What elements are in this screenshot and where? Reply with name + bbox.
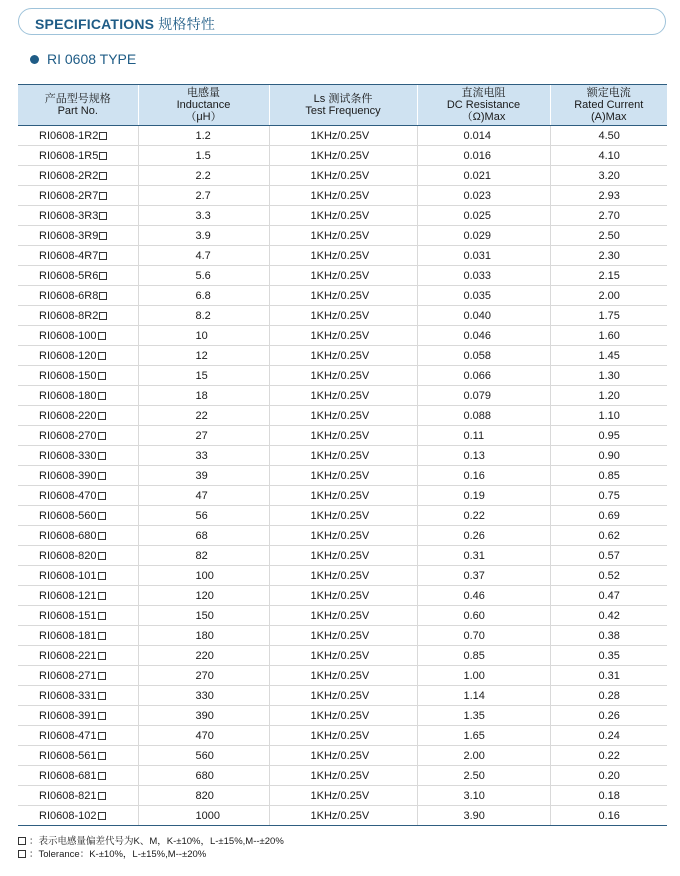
cell-inductance: 4.7: [138, 246, 269, 266]
table-row: [18, 766, 667, 786]
tolerance-box-icon: [98, 812, 106, 820]
cell-part-no: RI0608-120: [18, 346, 138, 366]
cell-rated-current: 0.35: [550, 646, 667, 666]
cell-rated-current: 1.75: [550, 306, 667, 326]
table-row: [18, 146, 667, 166]
table-row: [18, 286, 667, 306]
tolerance-box-icon: [98, 752, 106, 760]
cell-dc-resistance: 0.023: [417, 186, 550, 206]
cell-dc-resistance: 0.031: [417, 246, 550, 266]
cell-inductance: 39: [138, 466, 269, 486]
table-row: [18, 566, 667, 586]
tolerance-box-icon: [98, 332, 106, 340]
cell-inductance: 5.6: [138, 266, 269, 286]
cell-part-no: RI0608-2R2: [18, 166, 138, 186]
cell-test-frequency: 1KHz/0.25V: [269, 446, 417, 466]
table-row: [18, 686, 667, 706]
cell-part-no: RI0608-6R8: [18, 286, 138, 306]
cell-rated-current: 0.31: [550, 666, 667, 686]
cell-rated-current: 0.42: [550, 606, 667, 626]
cell-part-no: RI0608-121: [18, 586, 138, 606]
cell-inductance: 47: [138, 486, 269, 506]
cell-part-no: RI0608-150: [18, 366, 138, 386]
cell-inductance: 1000: [138, 806, 269, 826]
cell-inductance: 33: [138, 446, 269, 466]
tolerance-box-icon: [98, 792, 106, 800]
cell-dc-resistance: 0.13: [417, 446, 550, 466]
cell-test-frequency: 1KHz/0.25V: [269, 166, 417, 186]
tolerance-box-icon: [98, 512, 106, 520]
specifications-header-bar: [18, 8, 666, 35]
cell-inductance: 390: [138, 706, 269, 726]
tolerance-box-icon: [98, 432, 106, 440]
cell-test-frequency: 1KHz/0.25V: [269, 746, 417, 766]
tolerance-box-icon: [98, 552, 106, 560]
tolerance-box-icon: [98, 592, 106, 600]
cell-rated-current: 0.62: [550, 526, 667, 546]
table-row: [18, 806, 667, 826]
cell-inductance: 3.9: [138, 226, 269, 246]
cell-dc-resistance: 0.088: [417, 406, 550, 426]
cell-inductance: 27: [138, 426, 269, 446]
cell-inductance: 68: [138, 526, 269, 546]
table-row: [18, 126, 667, 146]
table-row: [18, 706, 667, 726]
column-header-rated-current: 额定电流 Rated Current (A)Max: [550, 85, 667, 126]
cell-rated-current: 1.60: [550, 326, 667, 346]
cell-test-frequency: 1KHz/0.25V: [269, 386, 417, 406]
page-title: [35, 14, 215, 34]
tolerance-box-icon: [98, 452, 106, 460]
tolerance-box-icon: [98, 652, 106, 660]
tolerance-box-icon: [99, 292, 107, 300]
cell-dc-resistance: 0.035: [417, 286, 550, 306]
cell-part-no: RI0608-390: [18, 466, 138, 486]
table-row: [18, 166, 667, 186]
tolerance-box-icon: [98, 472, 106, 480]
cell-dc-resistance: 0.016: [417, 146, 550, 166]
cell-dc-resistance: 0.029: [417, 226, 550, 246]
cell-test-frequency: 1KHz/0.25V: [269, 426, 417, 446]
cell-dc-resistance: 1.14: [417, 686, 550, 706]
cell-test-frequency: 1KHz/0.25V: [269, 646, 417, 666]
cell-inductance: 150: [138, 606, 269, 626]
column-header-dc-resistance: 直流电阻 DC Resistance （Ω)Max: [417, 85, 550, 126]
cell-inductance: 100: [138, 566, 269, 586]
cell-part-no: RI0608-820: [18, 546, 138, 566]
table-row: [18, 466, 667, 486]
table-row: [18, 586, 667, 606]
table-row: [18, 386, 667, 406]
cell-rated-current: 2.70: [550, 206, 667, 226]
cell-test-frequency: 1KHz/0.25V: [269, 606, 417, 626]
cell-dc-resistance: 0.025: [417, 206, 550, 226]
tolerance-box-icon: [98, 772, 106, 780]
cell-test-frequency: 1KHz/0.25V: [269, 586, 417, 606]
tolerance-box-icon: [98, 712, 106, 720]
cell-test-frequency: 1KHz/0.25V: [269, 226, 417, 246]
table-row: [18, 406, 667, 426]
cell-test-frequency: 1KHz/0.25V: [269, 286, 417, 306]
cell-part-no: RI0608-8R2: [18, 306, 138, 326]
title-cn: 规格特性: [158, 17, 216, 33]
cell-rated-current: 1.30: [550, 366, 667, 386]
cell-rated-current: 0.24: [550, 726, 667, 746]
cell-rated-current: 2.93: [550, 186, 667, 206]
cell-test-frequency: 1KHz/0.25V: [269, 146, 417, 166]
cell-test-frequency: 1KHz/0.25V: [269, 526, 417, 546]
cell-dc-resistance: 0.37: [417, 566, 550, 586]
cell-test-frequency: 1KHz/0.25V: [269, 486, 417, 506]
cell-part-no: RI0608-471: [18, 726, 138, 746]
table-row: [18, 626, 667, 646]
cell-inductance: 18: [138, 386, 269, 406]
cell-rated-current: 0.26: [550, 706, 667, 726]
cell-test-frequency: 1KHz/0.25V: [269, 346, 417, 366]
tolerance-box-icon: [99, 232, 107, 240]
type-heading: [30, 50, 136, 68]
cell-part-no: RI0608-821: [18, 786, 138, 806]
cell-dc-resistance: 0.079: [417, 386, 550, 406]
tolerance-box-icon: [99, 192, 107, 200]
tolerance-box-icon: [98, 352, 106, 360]
column-header-test-frequency: Ls 测试条件 Test Frequency: [269, 85, 417, 126]
cell-part-no: RI0608-561: [18, 746, 138, 766]
cell-part-no: RI0608-1R5: [18, 146, 138, 166]
tolerance-box-icon: [18, 850, 26, 858]
cell-rated-current: 0.85: [550, 466, 667, 486]
cell-rated-current: 1.10: [550, 406, 667, 426]
table-row: [18, 426, 667, 446]
tolerance-box-icon: [99, 132, 107, 140]
cell-part-no: RI0608-271: [18, 666, 138, 686]
cell-dc-resistance: 0.70: [417, 626, 550, 646]
cell-rated-current: 4.10: [550, 146, 667, 166]
cell-dc-resistance: 0.26: [417, 526, 550, 546]
cell-test-frequency: 1KHz/0.25V: [269, 706, 417, 726]
cell-dc-resistance: 0.11: [417, 426, 550, 446]
tolerance-box-icon: [98, 392, 106, 400]
cell-inductance: 560: [138, 746, 269, 766]
cell-rated-current: 2.50: [550, 226, 667, 246]
column-header-part-no: 产品型号规格 Part No.: [18, 85, 138, 126]
cell-rated-current: 0.95: [550, 426, 667, 446]
cell-inductance: 2.7: [138, 186, 269, 206]
cell-rated-current: 0.18: [550, 786, 667, 806]
table-row: [18, 606, 667, 626]
cell-test-frequency: 1KHz/0.25V: [269, 266, 417, 286]
cell-part-no: RI0608-470: [18, 486, 138, 506]
tolerance-box-icon: [98, 672, 106, 680]
table-row: [18, 366, 667, 386]
cell-dc-resistance: 3.90: [417, 806, 550, 826]
cell-rated-current: 0.57: [550, 546, 667, 566]
cell-part-no: RI0608-680: [18, 526, 138, 546]
cell-inductance: 2.2: [138, 166, 269, 186]
table-header-row: [18, 85, 667, 126]
cell-part-no: RI0608-220: [18, 406, 138, 426]
cell-inductance: 56: [138, 506, 269, 526]
cell-test-frequency: 1KHz/0.25V: [269, 626, 417, 646]
cell-rated-current: 0.75: [550, 486, 667, 506]
cell-dc-resistance: 2.50: [417, 766, 550, 786]
cell-part-no: RI0608-270: [18, 426, 138, 446]
cell-test-frequency: 1KHz/0.25V: [269, 246, 417, 266]
cell-dc-resistance: 1.00: [417, 666, 550, 686]
tolerance-box-icon: [99, 252, 107, 260]
table-row: [18, 546, 667, 566]
cell-test-frequency: 1KHz/0.25V: [269, 306, 417, 326]
table-row: [18, 206, 667, 226]
cell-inductance: 820: [138, 786, 269, 806]
table-row: [18, 786, 667, 806]
cell-dc-resistance: 0.021: [417, 166, 550, 186]
cell-test-frequency: 1KHz/0.25V: [269, 186, 417, 206]
table-row: [18, 306, 667, 326]
cell-part-no: RI0608-100: [18, 326, 138, 346]
tolerance-box-icon: [98, 492, 106, 500]
table-row: [18, 746, 667, 766]
cell-inductance: 22: [138, 406, 269, 426]
specifications-table: [18, 84, 667, 826]
cell-dc-resistance: 0.46: [417, 586, 550, 606]
cell-test-frequency: 1KHz/0.25V: [269, 666, 417, 686]
cell-part-no: RI0608-3R3: [18, 206, 138, 226]
table-row: [18, 446, 667, 466]
note-cn: ：表示电感量偏差代号为K、M，K-±10%，L-±15%,M--±20%: [18, 835, 284, 848]
cell-test-frequency: 1KHz/0.25V: [269, 766, 417, 786]
tolerance-box-icon: [99, 212, 107, 220]
cell-dc-resistance: 1.35: [417, 706, 550, 726]
cell-part-no: RI0608-330: [18, 446, 138, 466]
cell-rated-current: 0.20: [550, 766, 667, 786]
table-row: [18, 346, 667, 366]
table-row: [18, 726, 667, 746]
cell-dc-resistance: 0.058: [417, 346, 550, 366]
cell-dc-resistance: 3.10: [417, 786, 550, 806]
tolerance-box-icon: [99, 272, 107, 280]
cell-dc-resistance: 0.16: [417, 466, 550, 486]
cell-dc-resistance: 0.60: [417, 606, 550, 626]
cell-test-frequency: 1KHz/0.25V: [269, 366, 417, 386]
tolerance-notes: [18, 835, 284, 861]
column-header-inductance: 电感量 Inductance （μH）: [138, 85, 269, 126]
cell-dc-resistance: 0.033: [417, 266, 550, 286]
cell-rated-current: 1.20: [550, 386, 667, 406]
tolerance-box-icon: [98, 372, 106, 380]
table-row: [18, 266, 667, 286]
cell-test-frequency: 1KHz/0.25V: [269, 786, 417, 806]
cell-test-frequency: 1KHz/0.25V: [269, 326, 417, 346]
tolerance-box-icon: [99, 152, 107, 160]
cell-test-frequency: 1KHz/0.25V: [269, 406, 417, 426]
cell-inductance: 8.2: [138, 306, 269, 326]
cell-test-frequency: 1KHz/0.25V: [269, 466, 417, 486]
cell-part-no: RI0608-5R6: [18, 266, 138, 286]
cell-rated-current: 2.30: [550, 246, 667, 266]
cell-rated-current: 2.00: [550, 286, 667, 306]
cell-part-no: RI0608-391: [18, 706, 138, 726]
cell-inductance: 3.3: [138, 206, 269, 226]
table-body: [18, 126, 667, 826]
cell-part-no: RI0608-1R2: [18, 126, 138, 146]
cell-rated-current: 2.15: [550, 266, 667, 286]
cell-test-frequency: 1KHz/0.25V: [269, 726, 417, 746]
cell-part-no: RI0608-101: [18, 566, 138, 586]
table-row: [18, 326, 667, 346]
cell-test-frequency: 1KHz/0.25V: [269, 806, 417, 826]
cell-rated-current: 0.22: [550, 746, 667, 766]
cell-inductance: 680: [138, 766, 269, 786]
tolerance-box-icon: [98, 692, 106, 700]
cell-inductance: 1.5: [138, 146, 269, 166]
cell-rated-current: 0.16: [550, 806, 667, 826]
cell-dc-resistance: 0.066: [417, 366, 550, 386]
cell-inductance: 1.2: [138, 126, 269, 146]
type-label: RI 0608 TYPE: [47, 51, 137, 67]
table-row: [18, 666, 667, 686]
table-row: [18, 486, 667, 506]
cell-dc-resistance: 0.31: [417, 546, 550, 566]
tolerance-box-icon: [98, 532, 106, 540]
cell-dc-resistance: 2.00: [417, 746, 550, 766]
bullet-dot-icon: [30, 55, 39, 64]
cell-dc-resistance: 0.040: [417, 306, 550, 326]
cell-dc-resistance: 0.22: [417, 506, 550, 526]
tolerance-box-icon: [18, 837, 26, 845]
cell-test-frequency: 1KHz/0.25V: [269, 126, 417, 146]
tolerance-box-icon: [99, 172, 107, 180]
cell-inductance: 12: [138, 346, 269, 366]
cell-dc-resistance: 0.19: [417, 486, 550, 506]
cell-part-no: RI0608-331: [18, 686, 138, 706]
table-row: [18, 246, 667, 266]
cell-part-no: RI0608-560: [18, 506, 138, 526]
cell-test-frequency: 1KHz/0.25V: [269, 546, 417, 566]
cell-part-no: RI0608-102: [18, 806, 138, 826]
cell-part-no: RI0608-181: [18, 626, 138, 646]
cell-rated-current: 0.38: [550, 626, 667, 646]
tolerance-box-icon: [98, 732, 106, 740]
cell-test-frequency: 1KHz/0.25V: [269, 566, 417, 586]
cell-inductance: 330: [138, 686, 269, 706]
cell-part-no: RI0608-2R7: [18, 186, 138, 206]
table-row: [18, 506, 667, 526]
cell-dc-resistance: 0.014: [417, 126, 550, 146]
cell-part-no: RI0608-681: [18, 766, 138, 786]
cell-part-no: RI0608-151: [18, 606, 138, 626]
cell-part-no: RI0608-4R7: [18, 246, 138, 266]
tolerance-box-icon: [98, 632, 106, 640]
cell-rated-current: 0.69: [550, 506, 667, 526]
cell-part-no: RI0608-180: [18, 386, 138, 406]
cell-inductance: 120: [138, 586, 269, 606]
cell-inductance: 15: [138, 366, 269, 386]
cell-dc-resistance: 0.046: [417, 326, 550, 346]
cell-rated-current: 0.28: [550, 686, 667, 706]
note-en: ：Tolerance：K-±10%，L-±15%,M--±20%: [18, 848, 284, 861]
cell-dc-resistance: 1.65: [417, 726, 550, 746]
cell-inductance: 82: [138, 546, 269, 566]
cell-rated-current: 0.52: [550, 566, 667, 586]
cell-rated-current: 4.50: [550, 126, 667, 146]
cell-dc-resistance: 0.85: [417, 646, 550, 666]
tolerance-box-icon: [99, 312, 107, 320]
cell-inductance: 270: [138, 666, 269, 686]
tolerance-box-icon: [98, 572, 106, 580]
cell-test-frequency: 1KHz/0.25V: [269, 686, 417, 706]
cell-rated-current: 0.47: [550, 586, 667, 606]
cell-test-frequency: 1KHz/0.25V: [269, 206, 417, 226]
title-en: SPECIFICATIONS: [35, 16, 155, 32]
cell-rated-current: 1.45: [550, 346, 667, 366]
cell-part-no: RI0608-221: [18, 646, 138, 666]
cell-inductance: 6.8: [138, 286, 269, 306]
cell-inductance: 470: [138, 726, 269, 746]
cell-inductance: 180: [138, 626, 269, 646]
table-row: [18, 186, 667, 206]
tolerance-box-icon: [98, 612, 106, 620]
cell-inductance: 220: [138, 646, 269, 666]
cell-rated-current: 3.20: [550, 166, 667, 186]
table-row: [18, 646, 667, 666]
tolerance-box-icon: [98, 412, 106, 420]
cell-rated-current: 0.90: [550, 446, 667, 466]
table-row: [18, 526, 667, 546]
table-row: [18, 226, 667, 246]
cell-test-frequency: 1KHz/0.25V: [269, 506, 417, 526]
cell-inductance: 10: [138, 326, 269, 346]
cell-part-no: RI0608-3R9: [18, 226, 138, 246]
